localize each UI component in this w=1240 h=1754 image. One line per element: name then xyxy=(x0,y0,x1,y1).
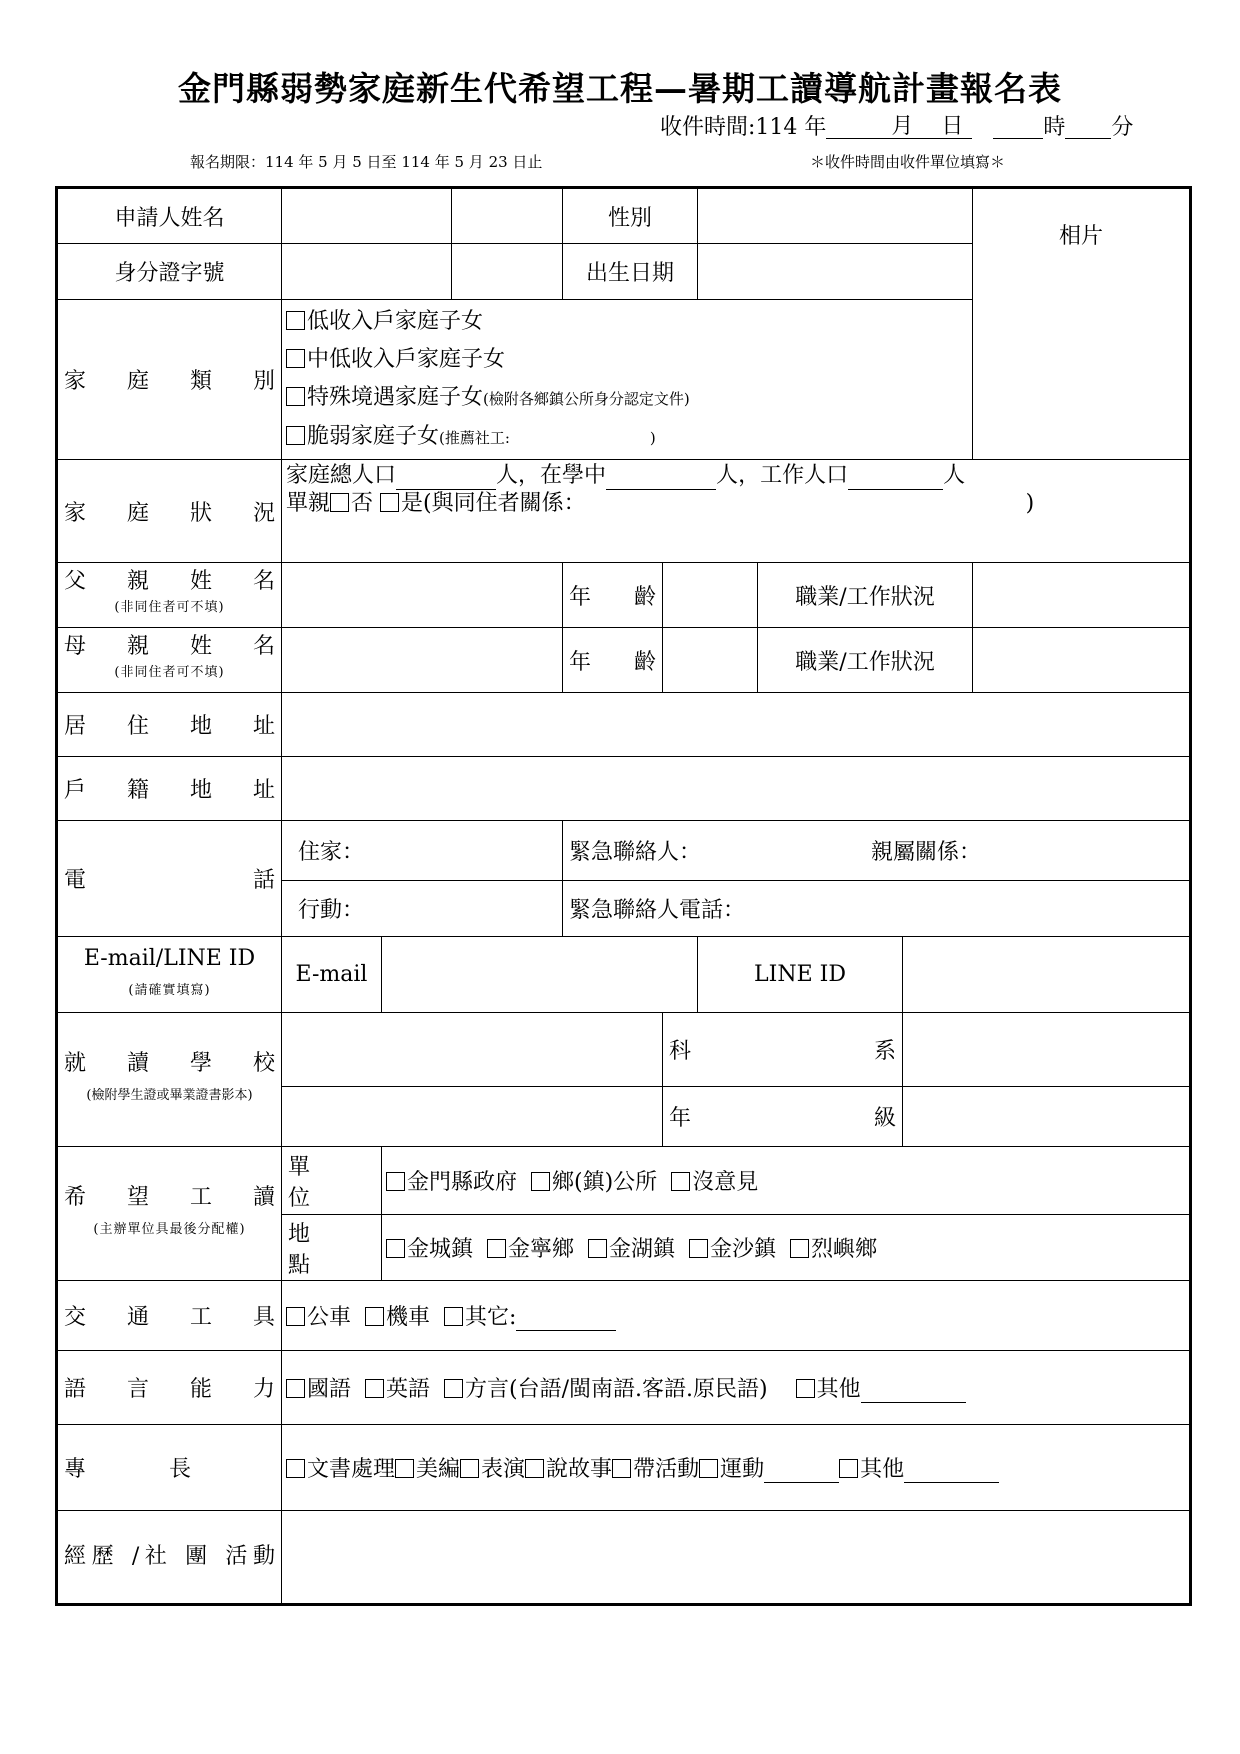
checkbox[interactable] xyxy=(699,1459,718,1478)
mobile-label: 行動： xyxy=(298,898,365,923)
no-label: 否 xyxy=(351,491,374,516)
receipt-time xyxy=(660,116,1133,139)
relation-label: 親屬關係： xyxy=(871,840,982,865)
emergency-contact-label: 緊急聯絡人： xyxy=(569,840,702,865)
person-unit: 人 xyxy=(496,463,519,488)
name-field-2[interactable] xyxy=(452,188,563,244)
school-label: 就 讀 學 校 xyxy=(64,1050,275,1076)
family-count-line xyxy=(286,462,1185,490)
checkbox[interactable] xyxy=(286,311,305,330)
checkbox-no[interactable] xyxy=(330,493,349,512)
email-line-note: (請確實填寫) xyxy=(128,982,211,998)
email-field[interactable] xyxy=(382,937,698,1013)
unit-option: 沒意見 xyxy=(692,1170,759,1195)
checkbox[interactable] xyxy=(444,1379,463,1398)
transport-option: 其它: xyxy=(465,1305,517,1330)
receipt-hour-label: 時 xyxy=(1043,115,1066,140)
unit-label: 單 位 xyxy=(282,1147,382,1215)
mother-label-cell xyxy=(57,628,282,693)
mobile-field[interactable] xyxy=(282,881,563,937)
checkbox[interactable] xyxy=(286,387,305,406)
residence-label: 居 住 地 址 xyxy=(57,693,282,757)
mother-name-field[interactable] xyxy=(282,628,563,693)
job-wish-note: (主辦單位具最後分配權) xyxy=(93,1221,246,1237)
grade-field[interactable] xyxy=(903,1087,1191,1147)
checkbox[interactable] xyxy=(286,349,305,368)
transport-option: 機車 xyxy=(386,1305,431,1330)
school-field[interactable] xyxy=(282,1013,663,1087)
family-type-label: 家 庭 類 別 xyxy=(57,300,282,460)
language-option: 英語 xyxy=(386,1377,431,1402)
mother-age-field[interactable] xyxy=(663,628,758,693)
transport-other-blank[interactable] xyxy=(516,1310,616,1331)
experience-label: 經歷 /社 團 活動 xyxy=(57,1511,282,1605)
family-type-vulnerable[interactable] xyxy=(286,418,968,457)
receipt-minute-label: 分 xyxy=(1111,115,1134,140)
person-unit: 人 xyxy=(716,463,739,488)
skills-options xyxy=(282,1425,1191,1511)
dept-field[interactable] xyxy=(903,1013,1191,1087)
location-label: 地 點 xyxy=(282,1215,382,1281)
skill-option: 說故事 xyxy=(546,1457,613,1482)
family-total-label: 家庭總人口 xyxy=(286,463,397,488)
mother-age-label: 年 齡 xyxy=(563,628,663,693)
skill-option: 美編 xyxy=(416,1457,461,1482)
family-status-field xyxy=(282,460,1191,563)
checkbox[interactable] xyxy=(531,1172,550,1191)
transport-option: 公車 xyxy=(307,1305,352,1330)
family-total-blank[interactable] xyxy=(396,469,496,490)
gender-label: 性別 xyxy=(563,188,698,244)
mother-label: 母 親 姓 名 xyxy=(64,634,275,659)
home-phone-label: 住家： xyxy=(298,840,365,865)
grade-label: 年 級 xyxy=(663,1087,903,1147)
language-option: 國語 xyxy=(307,1377,352,1402)
email-line-label-cell xyxy=(57,937,282,1013)
single-parent-line xyxy=(286,490,1185,518)
father-label-cell xyxy=(57,563,282,628)
checkbox[interactable] xyxy=(839,1459,858,1478)
receipt-hour-blank[interactable] xyxy=(993,116,1043,139)
checkbox[interactable] xyxy=(588,1239,607,1258)
father-age-label: 年 齡 xyxy=(563,563,663,628)
person-unit: 人 xyxy=(943,463,966,488)
location-option: 金寧鄉 xyxy=(508,1237,575,1262)
father-label: 父 親 姓 名 xyxy=(64,569,275,594)
emergency-phone-field[interactable] xyxy=(563,881,1191,937)
family-type-low[interactable] xyxy=(286,303,968,341)
skills-label: 專 長 xyxy=(57,1425,282,1511)
checkbox[interactable] xyxy=(487,1239,506,1258)
family-type-special[interactable] xyxy=(286,379,968,418)
family-type-options xyxy=(282,300,973,460)
registered-field[interactable] xyxy=(282,757,1191,821)
id-field-2[interactable] xyxy=(452,244,563,300)
option-note: (推薦社工: xyxy=(439,428,510,447)
yes-label: 是(與同住者關係： xyxy=(401,491,586,516)
job-wish-label: 希 望 工 讀 xyxy=(64,1184,275,1210)
skill-option: 其他 xyxy=(860,1457,905,1482)
checkbox[interactable] xyxy=(790,1239,809,1258)
language-options xyxy=(282,1351,1191,1425)
gender-field[interactable] xyxy=(698,188,973,244)
checkbox[interactable] xyxy=(286,1379,305,1398)
application-form xyxy=(55,186,1192,1606)
checkbox[interactable] xyxy=(460,1459,479,1478)
language-option: 其他 xyxy=(816,1377,861,1402)
location-option: 金沙鎮 xyxy=(710,1237,777,1262)
unit-option: 鄉(鎮)公所 xyxy=(552,1170,658,1195)
single-parent-label: 單親 xyxy=(286,491,331,516)
checkbox[interactable] xyxy=(365,1307,384,1326)
email-line-label: E-mail/LINE ID xyxy=(83,945,256,971)
phone-label: 電 話 xyxy=(57,821,282,937)
name-field[interactable] xyxy=(282,188,452,244)
job-wish-label-cell xyxy=(57,1147,282,1281)
location-option: 金城鎮 xyxy=(407,1237,474,1262)
checkbox[interactable] xyxy=(286,1459,305,1478)
option-label: 中低收入戶家庭子女 xyxy=(307,346,506,372)
receipt-time-prefix: 收件時間:114 年 xyxy=(660,115,827,140)
transport-options xyxy=(282,1281,1191,1351)
mother-job-field[interactable] xyxy=(973,628,1191,693)
father-age-field[interactable] xyxy=(663,563,758,628)
school-label-cell xyxy=(57,1013,282,1147)
checkbox[interactable] xyxy=(365,1379,384,1398)
skill-option: 運動 xyxy=(720,1457,765,1482)
option-label: 特殊境遇家庭子女 xyxy=(307,384,484,410)
birth-field[interactable] xyxy=(698,244,973,300)
checkbox[interactable] xyxy=(386,1172,405,1191)
unit-options xyxy=(382,1147,1191,1215)
school-note: (檢附學生證或畢業證書影本) xyxy=(86,1087,253,1103)
working-label: ，工作人口 xyxy=(738,463,849,488)
checkbox[interactable] xyxy=(444,1307,463,1326)
checkbox[interactable] xyxy=(796,1379,815,1398)
location-option: 烈嶼鄉 xyxy=(811,1237,878,1262)
receipt-day-label: 日 xyxy=(932,116,972,139)
language-label: 語 言 能 力 xyxy=(57,1351,282,1425)
option-note: (檢附各鄉鎮公所身分認定文件) xyxy=(483,389,690,408)
name-label: 申請人姓名 xyxy=(57,188,282,244)
line-id-field[interactable] xyxy=(903,937,1191,1013)
school-field-2[interactable] xyxy=(282,1087,663,1147)
id-label: 身分證字號 xyxy=(57,244,282,300)
emergency-contact-field[interactable] xyxy=(563,821,1191,881)
dept-label: 科 系 xyxy=(663,1013,903,1087)
checkbox[interactable] xyxy=(671,1172,690,1191)
location-option: 金湖鎮 xyxy=(609,1237,676,1262)
language-other-blank[interactable] xyxy=(861,1382,966,1403)
line-id-label: LINE ID xyxy=(698,937,903,1013)
in-school-blank[interactable] xyxy=(606,469,716,490)
receipt-month-label: 月 xyxy=(872,116,932,139)
in-school-label: ，在學中 xyxy=(518,463,607,488)
checkbox[interactable] xyxy=(525,1459,544,1478)
option-note-close: ) xyxy=(649,428,656,447)
father-job-field[interactable] xyxy=(973,563,1191,628)
email-label: E-mail xyxy=(282,937,382,1013)
checkbox[interactable] xyxy=(612,1459,631,1478)
photo-label: 相片 xyxy=(1058,224,1103,249)
option-label: 低收入戶家庭子女 xyxy=(307,308,484,334)
receipt-note: ＊收件時間由收件單位填寫＊ xyxy=(810,153,1006,171)
checkbox[interactable] xyxy=(286,426,305,445)
receipt-month-blank[interactable] xyxy=(826,116,872,139)
working-blank[interactable] xyxy=(848,469,943,490)
id-field[interactable] xyxy=(282,244,452,300)
skill-other-blank[interactable] xyxy=(904,1462,999,1483)
home-phone-field[interactable] xyxy=(282,821,563,881)
skill-option: 帶活動 xyxy=(633,1457,700,1482)
option-label: 脆弱家庭子女 xyxy=(307,423,440,449)
father-job-label: 職業/工作狀況 xyxy=(758,563,973,628)
checkbox[interactable] xyxy=(395,1459,414,1478)
mother-job-label: 職業/工作狀況 xyxy=(758,628,973,693)
checkbox[interactable] xyxy=(689,1239,708,1258)
residence-field[interactable] xyxy=(282,693,1191,757)
transport-label: 交 通 工 具 xyxy=(57,1281,282,1351)
skill-option: 文書處理 xyxy=(307,1457,396,1482)
checkbox[interactable] xyxy=(286,1307,305,1326)
checkbox-yes[interactable] xyxy=(380,493,399,512)
registered-label: 戶 籍 地 址 xyxy=(57,757,282,821)
mother-note: (非同住者可不填) xyxy=(114,665,225,680)
receipt-minute-blank[interactable] xyxy=(1065,116,1111,139)
form-title: 金門縣弱勢家庭新生代希望工程—暑期工讀導航計畫報名表 xyxy=(178,69,1062,108)
checkbox[interactable] xyxy=(386,1239,405,1258)
experience-field[interactable] xyxy=(282,1511,1191,1605)
father-note: (非同住者可不填) xyxy=(114,600,225,615)
family-type-midlow[interactable] xyxy=(286,341,968,379)
deadline-text: 報名期限：114 年 5 月 5 日至 114 年 5 月 23 日止 xyxy=(190,153,543,171)
unit-option: 金門縣政府 xyxy=(407,1170,518,1195)
close-paren: ) xyxy=(1025,491,1035,516)
language-option: 方言(台語/閩南語.客語.原民語) xyxy=(465,1377,768,1402)
photo-box[interactable] xyxy=(973,188,1191,460)
family-status-label: 家 庭 狀 況 xyxy=(57,460,282,563)
sport-blank[interactable] xyxy=(764,1462,839,1483)
location-options xyxy=(382,1215,1191,1281)
father-name-field[interactable] xyxy=(282,563,563,628)
skill-option: 表演 xyxy=(481,1457,526,1482)
emergency-phone-label: 緊急聯絡人電話： xyxy=(569,898,746,923)
birth-label: 出生日期 xyxy=(563,244,698,300)
